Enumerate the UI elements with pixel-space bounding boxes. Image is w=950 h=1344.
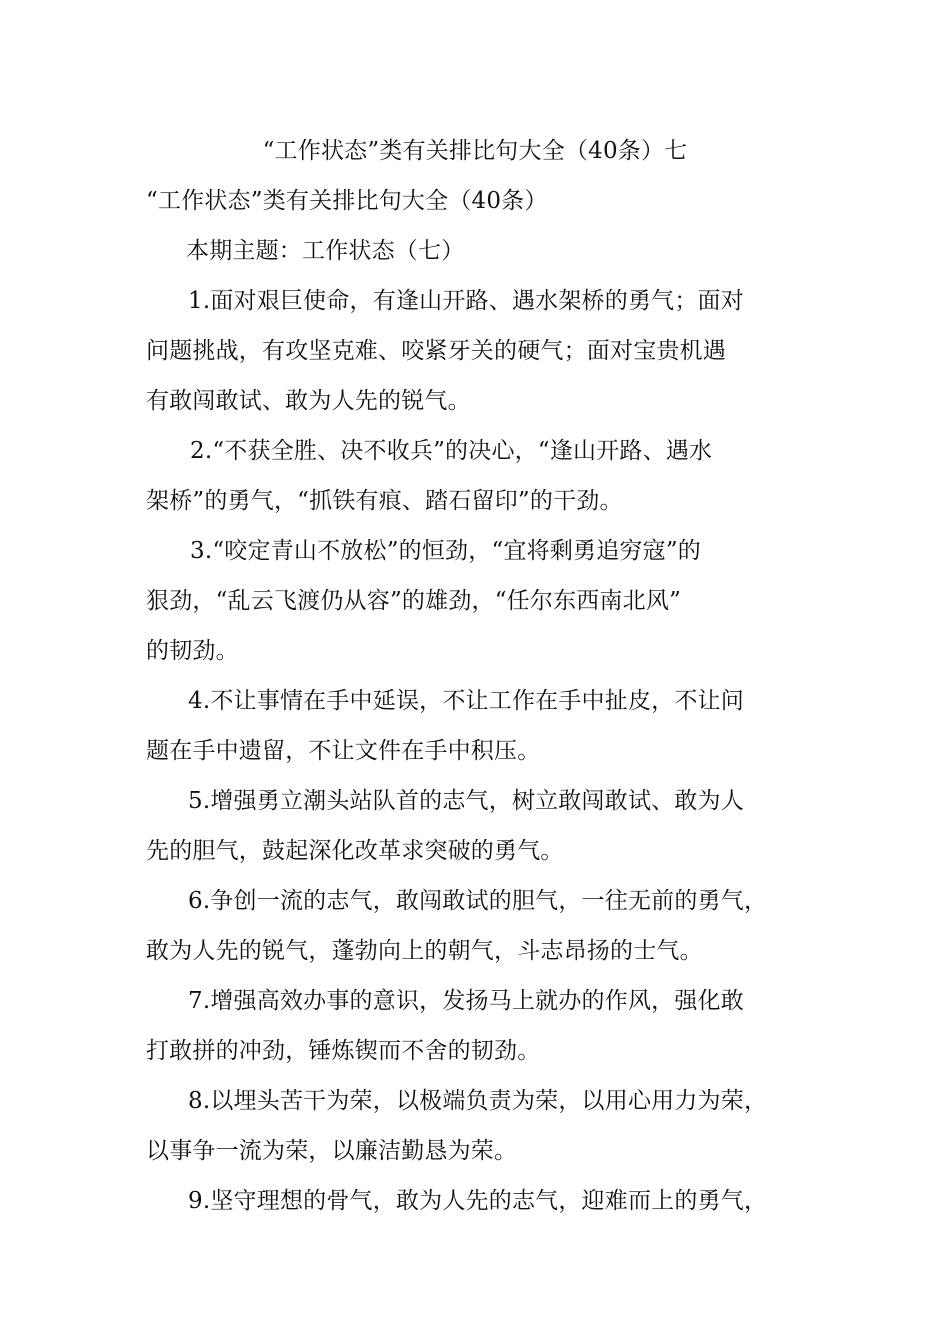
text-line: 2.“不获全胜、决不收兵”的决心，“逢山开路、遇水 — [190, 438, 713, 464]
text-line: 4.不让事情在手中延误，不让工作在手中扯皮，不让问 — [188, 688, 744, 714]
document-subtitle: “工作状态”类有关排比句大全（40条） — [146, 188, 548, 214]
text-line: 以事争一流为荣，以廉洁勤恳为荣。 — [146, 1138, 518, 1164]
text-line: 的韧劲。 — [146, 638, 239, 664]
theme-line: 本期主题：工作状态（七） — [186, 238, 465, 264]
text-line: 敢为人先的锐气，蓬勃向上的朝气，斗志昂扬的士气。 — [146, 938, 703, 964]
text-line: 问题挑战，有攻坚克难、咬紧牙关的硬气；面对宝贵机遇 — [146, 338, 726, 364]
text-line: 9.坚守理想的骨气，敢为人先的志气，迎难而上的勇气， — [188, 1188, 768, 1214]
text-line: 架桥”的勇气，“抓铁有痕、踏石留印”的干劲。 — [146, 488, 623, 514]
text-line: 5.增强勇立潮头站队首的志气，树立敢闯敢试、敢为人 — [188, 788, 744, 814]
text-line: 7.增强高效办事的意识，发扬马上就办的作风，强化敢 — [188, 988, 744, 1014]
text-line: 打敢拼的冲劲，锤炼锲而不舍的韧劲。 — [146, 1038, 541, 1064]
text-line: 3.“咬定青山不放松”的恒劲，“宜将剩勇追穷寇”的 — [190, 538, 701, 564]
text-line: 有敢闯敢试、敢为人先的锐气。 — [146, 388, 471, 414]
document-title: “工作状态”类有关排比句大全（40条）七 — [262, 138, 688, 164]
text-line: 8.以埋头苦干为荣，以极端负责为荣，以用心用力为荣， — [188, 1088, 768, 1114]
text-line: 1.面对艰巨使命，有逢山开路、遇水架桥的勇气；面对 — [188, 288, 744, 314]
text-line: 6.争创一流的志气，敢闯敢试的胆气，一往无前的勇气， — [188, 888, 768, 914]
text-line: 狠劲，“乱云飞渡仍从容”的雄劲，“任尔东西南北风” — [146, 588, 682, 614]
text-line: 先的胆气，鼓起深化改革求突破的勇气。 — [146, 838, 564, 864]
text-line: 题在手中遗留，不让文件在手中积压。 — [146, 738, 541, 764]
